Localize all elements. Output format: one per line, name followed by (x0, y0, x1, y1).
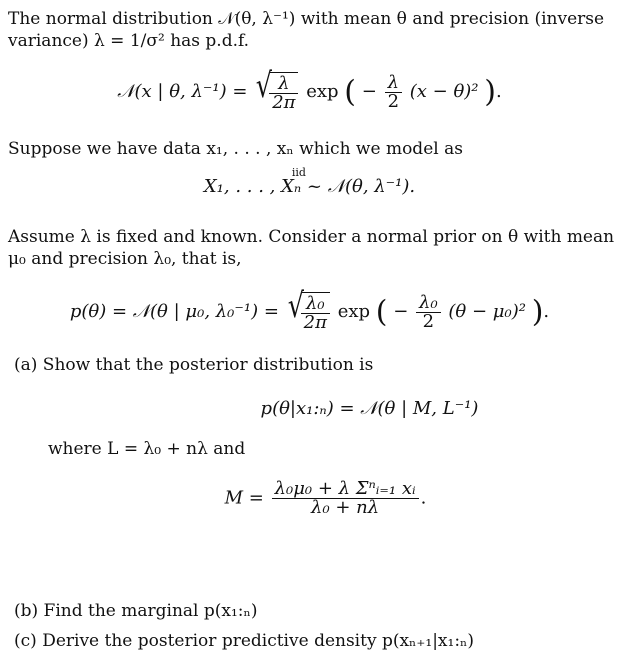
M-lhs: M = (224, 487, 264, 509)
eq3-inner: (θ − μ₀)² (448, 301, 526, 322)
M-numerator: λ₀μ₀ + λ Σⁿᵢ₌₁ xᵢ (272, 480, 419, 499)
prior-line-2: μ₀ and precision λ₀, that is, (8, 249, 242, 269)
posterior-eq-text: p(θ|x₁:ₙ) = 𝒩(θ | M, L⁻¹) (260, 398, 479, 419)
intro-line-2: variance) λ = 1/σ² has p.d.f. (8, 31, 250, 51)
normal-pdf-equation: 𝒩(x | θ, λ⁻¹) = √ $\frac{\lambda}{2\pi}$ exp ( − $\frac{\lambda}{2}$ (x − θ)² ). (0, 72, 619, 112)
eq1-frac-den: 2 (387, 90, 400, 112)
eq1-sqrt-num: √ λ (269, 75, 298, 94)
part-b: (b) Find the marginal p(x₁:ₙ) (14, 601, 258, 621)
eq1-lhs: 𝒩(x | θ, λ⁻¹) = (117, 81, 248, 102)
eq3-sqrt (285, 292, 332, 332)
part-a-where: where L = λ₀ + nλ and (48, 439, 246, 459)
eq3-sqrt-den: 2π (303, 312, 327, 333)
iid-model-equation (0, 166, 619, 197)
part-a-label: (a) Show that the posterior distribution is (14, 355, 374, 375)
eq3-exp: exp (337, 301, 371, 322)
eq3-open-paren: ( (375, 294, 388, 330)
M-equation: M = $\frac{\text{λ₀μ₀ + λ Σⁿᵢ₌₁ xᵢ}}{\text{λ₀ + nλ}}$ . (224, 478, 427, 518)
M-denominator: λ₀ + nλ (311, 497, 380, 518)
part-c: (c) Derive the posterior predictive density p(xₙ₊₁|x₁:ₙ) (14, 631, 475, 651)
eq1-close-paren: ) (484, 74, 496, 110)
eq1-exp: exp (306, 81, 339, 102)
eq1-sqrt (253, 72, 300, 112)
posterior-equation (60, 398, 619, 419)
eq1-inner: (x − θ)² (409, 81, 479, 102)
prior-line-1: Assume λ is fixed and known. Consider a normal prior on θ with mean (8, 227, 615, 247)
eq3-frac-den: 2 (422, 310, 435, 332)
intro-line-1: The normal distribution 𝒩(θ, λ⁻¹) with mean θ and precision (inverse (8, 9, 605, 29)
eq2-text: X₁, . . . , Xₙ ~ 𝒩(θ, λ⁻¹). (203, 176, 416, 197)
eq1-frac-num: λ (385, 74, 402, 93)
data-line: Suppose we have data x₁, . . . , xₙ which we model as (8, 139, 463, 159)
eq3-lhs: p(θ) = 𝒩(θ | μ₀, λ₀⁻¹) = (69, 301, 279, 322)
eq1-open-paren: ( (344, 74, 356, 110)
prior-equation: p(θ) = 𝒩(θ | μ₀, λ₀⁻¹) = √ $\frac{\text{λ₀}}{2\pi}$ exp ( − $\frac{\text{λ₀}}{2}$ (θ − μ₀)² ). (0, 292, 619, 332)
eq3-frac-num: λ₀ (416, 294, 441, 313)
eq2-iid-label: iid (291, 166, 306, 179)
eq1-sqrt-den: 2π (272, 92, 296, 113)
eq3-sqrt-num: √ λ₀ (301, 295, 330, 314)
eq3-close-paren: ) (531, 294, 544, 330)
